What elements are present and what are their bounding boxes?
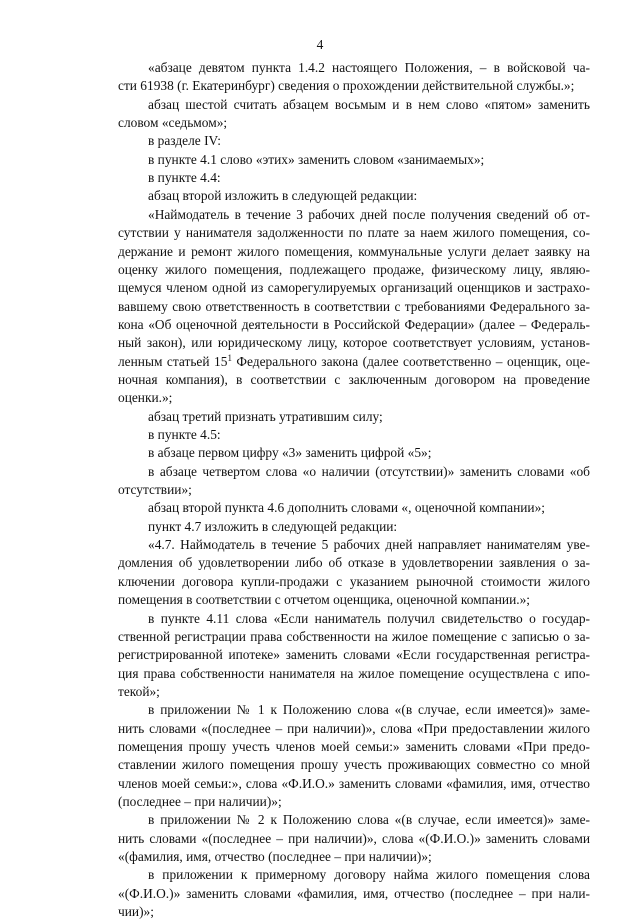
text-line [118, 316, 590, 334]
text-line [118, 646, 590, 664]
text-line [118, 738, 590, 756]
text-line [148, 96, 590, 114]
text-line-content: нить словами «(последнее – при наличии)», слова «При предоставлении жилого [118, 720, 590, 736]
text-line [118, 903, 590, 921]
text-line-content: нить словами «(последнее – при наличии)», слова «(Ф.И.О.)» заменить словами [118, 830, 590, 846]
text-line [148, 499, 590, 517]
text-line-content: помещения прошу учесть членов моей семьи:» заменить словами «При предо- [118, 738, 590, 754]
text-line [118, 224, 590, 242]
text-line-content: кона «Об оценочной деятельности в Российской Федерации» (далее – Федераль- [118, 316, 590, 332]
text-line-content: в разделе IV: [148, 133, 221, 149]
text-line-content: «(фамилия, имя, отчество (последнее – при наличии)»; [118, 849, 432, 865]
text-line [118, 628, 590, 646]
text-line [118, 114, 590, 132]
text-line-content: щемуся членом одной из саморегулируемых организаций оценщиков и застрахо- [118, 280, 590, 296]
text-line-content: регистрированной ипотеке» заменить словами «Если государственная регистра- [118, 647, 590, 663]
text-line-content: «4.7. Наймодатель в течение 5 рабочих дней направляет нанимателям уве- [148, 537, 590, 553]
text-line [148, 426, 590, 444]
text-line-content: в абзаце первом цифру «3» заменить цифрой «5»; [148, 445, 432, 461]
text-line [118, 353, 590, 371]
text-line-content: сутствии у нанимателя задолженности по плате за наем жилого помещения, со- [118, 225, 590, 241]
text-line-content: ключении договора купли-продажи с указанием рыночной стоимости жилого [118, 573, 590, 589]
text-line-content: ночная компания), в соответствии с заключенным договором на проведение [118, 371, 590, 387]
text-line-content: чии)»; [118, 904, 154, 920]
text-line [118, 848, 590, 866]
text-line [118, 683, 590, 701]
text-line [118, 830, 590, 848]
text-line-content: словом «седьмом»; [118, 115, 228, 131]
text-line [148, 811, 590, 829]
text-line-content: оценки.»; [118, 390, 173, 406]
text-line-content: отсутствии»; [118, 482, 192, 498]
text-line-content: вавшему свою ответственность в соответствии с требованиями Федерального за- [118, 298, 590, 314]
text-line [118, 720, 590, 738]
text-line [118, 573, 590, 591]
text-line [148, 536, 590, 554]
text-line [118, 554, 590, 572]
text-line-content: «Наймодатель в течение 3 рабочих дней после получения сведений об от- [148, 206, 590, 222]
text-line-content: ция права собственности нанимателя на жилое помещение осуществлена с ипо- [118, 665, 590, 681]
text-line-content: сти 61938 (г. Екатеринбург) сведения о прохождении действительной службы.»; [118, 78, 575, 94]
text-line [148, 866, 590, 884]
text-line [118, 591, 590, 609]
text-line-content: в пункте 4.1 слово «этих» заменить словом «занимаемых»; [148, 151, 485, 167]
text-line [118, 77, 590, 95]
text-line [148, 444, 590, 462]
text-line [148, 187, 590, 205]
text-line-content: в пункте 4.5: [148, 427, 221, 442]
superscript: 1 [227, 352, 232, 363]
text-line [148, 463, 590, 481]
text-line-content: в приложении № 2 к Положению слова «(в случае, если имеется)» заме- [148, 812, 590, 828]
text-line-content: текой»; [118, 683, 160, 699]
text-line [148, 169, 590, 187]
text-line [118, 775, 590, 793]
text-line [118, 243, 590, 261]
text-line-content: абзац второй изложить в следующей редакции: [148, 188, 418, 204]
text-line-content: абзац третий признать утратившим силу; [148, 408, 383, 424]
text-line [148, 610, 590, 628]
text-line [148, 59, 590, 77]
text-line-content: Федерального закона (далее соответственно – оценщик, оце- [231, 353, 591, 369]
text-line [148, 701, 590, 719]
text-line-content: помещения в соответствии с отчетом оценщика, оценочной компании.»; [118, 592, 531, 608]
text-line [118, 481, 590, 499]
text-line-content: (последнее – при наличии)»; [118, 794, 282, 809]
text-line [118, 334, 590, 352]
text-line [118, 371, 590, 389]
text-line [148, 518, 590, 536]
text-line [148, 206, 590, 224]
text-line-content: «(Ф.И.О.)» заменить словами «фамилия, имя, отчество (последнее – при нали- [118, 885, 590, 901]
text-line-content: в пункте 4.11 слова «Если наниматель получил свидетельство о государ- [148, 610, 590, 626]
text-line [118, 389, 590, 407]
text-line-content: ставлении жилого помещения прошу учесть проживающих совместно со мной [118, 757, 590, 773]
text-line-content: оценку жилого помещения, подлежащего продаже, физическому лицу, являю- [118, 261, 590, 277]
text-line [118, 298, 590, 316]
text-line-content: ственной регистрации права собственности на жилое помещение с записью о за- [118, 628, 590, 644]
page-number: 4 [316, 37, 324, 52]
text-line [118, 793, 590, 811]
text-line [118, 279, 590, 297]
text-line-content: в приложении к примерному договору найма жилого помещения слова [148, 867, 590, 883]
text-line [148, 408, 590, 426]
text-line [148, 132, 590, 150]
text-line [148, 151, 590, 169]
text-line-content: домления об удовлетворении либо об отказе в удовлетворении заявления о за- [118, 555, 590, 571]
text-line-content: ный закон), или юридическому лицу, которое соответствует условиям, установ- [118, 335, 590, 351]
text-line-content: пункт 4.7 изложить в следующей редакции: [148, 518, 398, 534]
text-line-content: «абзаце девятом пункта 1.4.2 настоящего Положения, – в войсковой ча- [148, 60, 590, 75]
text-line-content: держание и ремонт жилого помещения, коммунальные услуги делает заявку на [118, 243, 590, 259]
text-line-content: абзац шестой считать абзацем восьмым и в нем слово «пятом» заменить [148, 96, 590, 112]
text-line [118, 756, 590, 774]
text-line [118, 885, 590, 903]
text-line [118, 665, 590, 683]
text-line-content: в абзаце четвертом слова «о наличии (отсутствии)» заменить словами «об [148, 463, 590, 479]
text-line-content: абзац второй пункта 4.6 дополнить словами «, оценочной компании»; [148, 500, 546, 516]
text-line-content: в приложении № 1 к Положению слова «(в случае, если имеется)» заме- [148, 702, 590, 718]
text-line-content: ленным статьей 15 [118, 353, 228, 369]
text-line-content: членов моей семьи:», слова «Ф.И.О.» заменить словами «фамилия, имя, отчество [118, 775, 590, 791]
text-line [118, 261, 590, 279]
text-line-content: в пункте 4.4: [148, 170, 221, 186]
